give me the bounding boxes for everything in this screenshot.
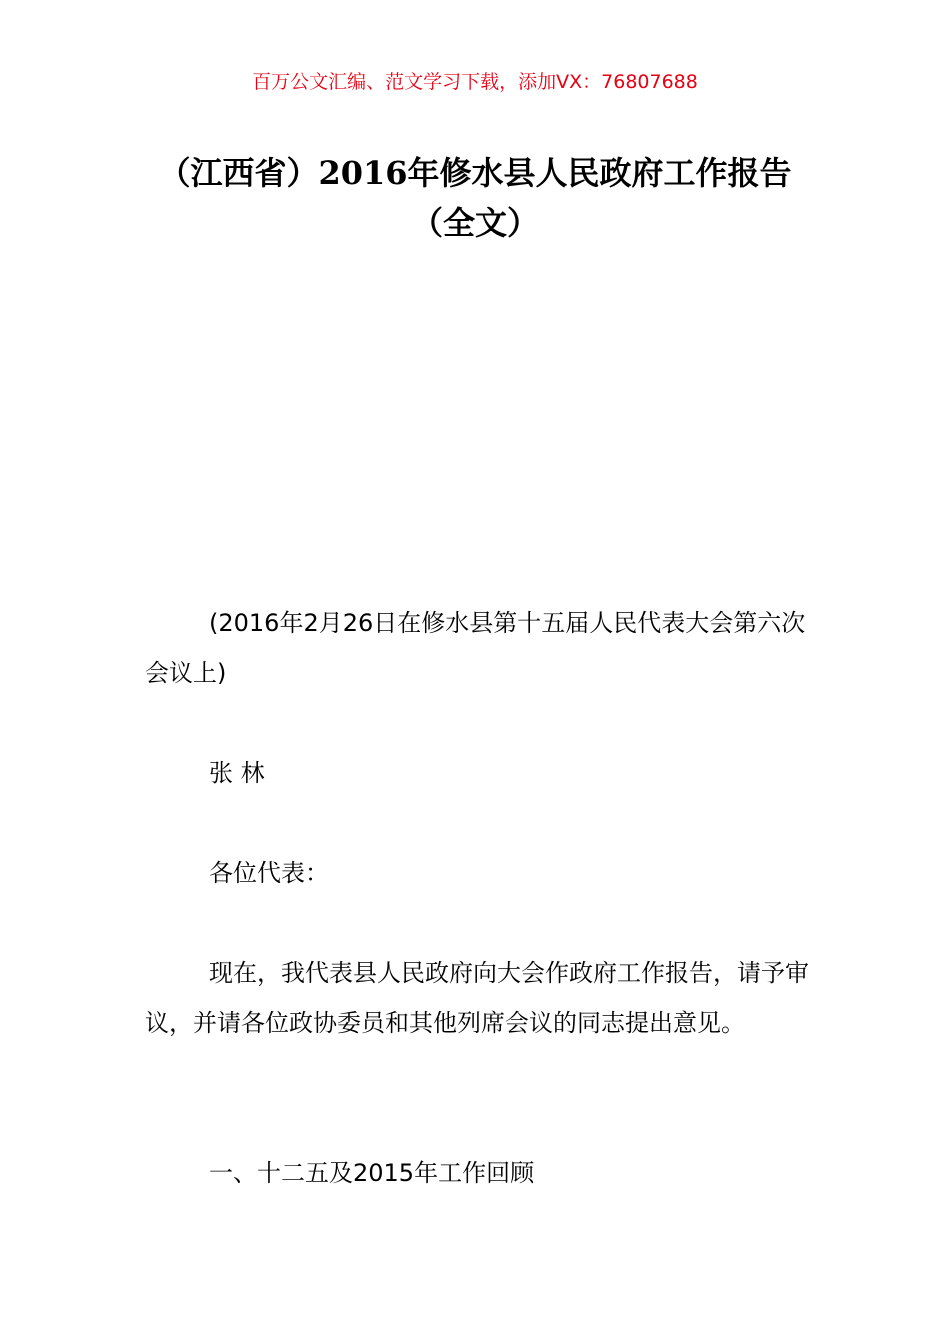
date-line: (2016年2月26日在修水县第十五届人民代表大会第六次会议上) (145, 609, 806, 687)
salutation: 各位代表： (209, 859, 329, 887)
author-name: 张 林 (209, 759, 265, 787)
intro-paragraph: 现在，我代表县人民政府向大会作政府工作报告，请予审议，并请各位政协委员和其他列席会议的同志提出意见。 (145, 959, 809, 1037)
document-title: （江西省）2016年修水县人民政府工作报告（全文） (158, 154, 792, 242)
header-watermark-note: 百万公文汇编、范文学习下载，添加VX：76807688 (252, 71, 698, 93)
section-heading: 一、十二五及2015年工作回顾 (209, 1159, 535, 1187)
